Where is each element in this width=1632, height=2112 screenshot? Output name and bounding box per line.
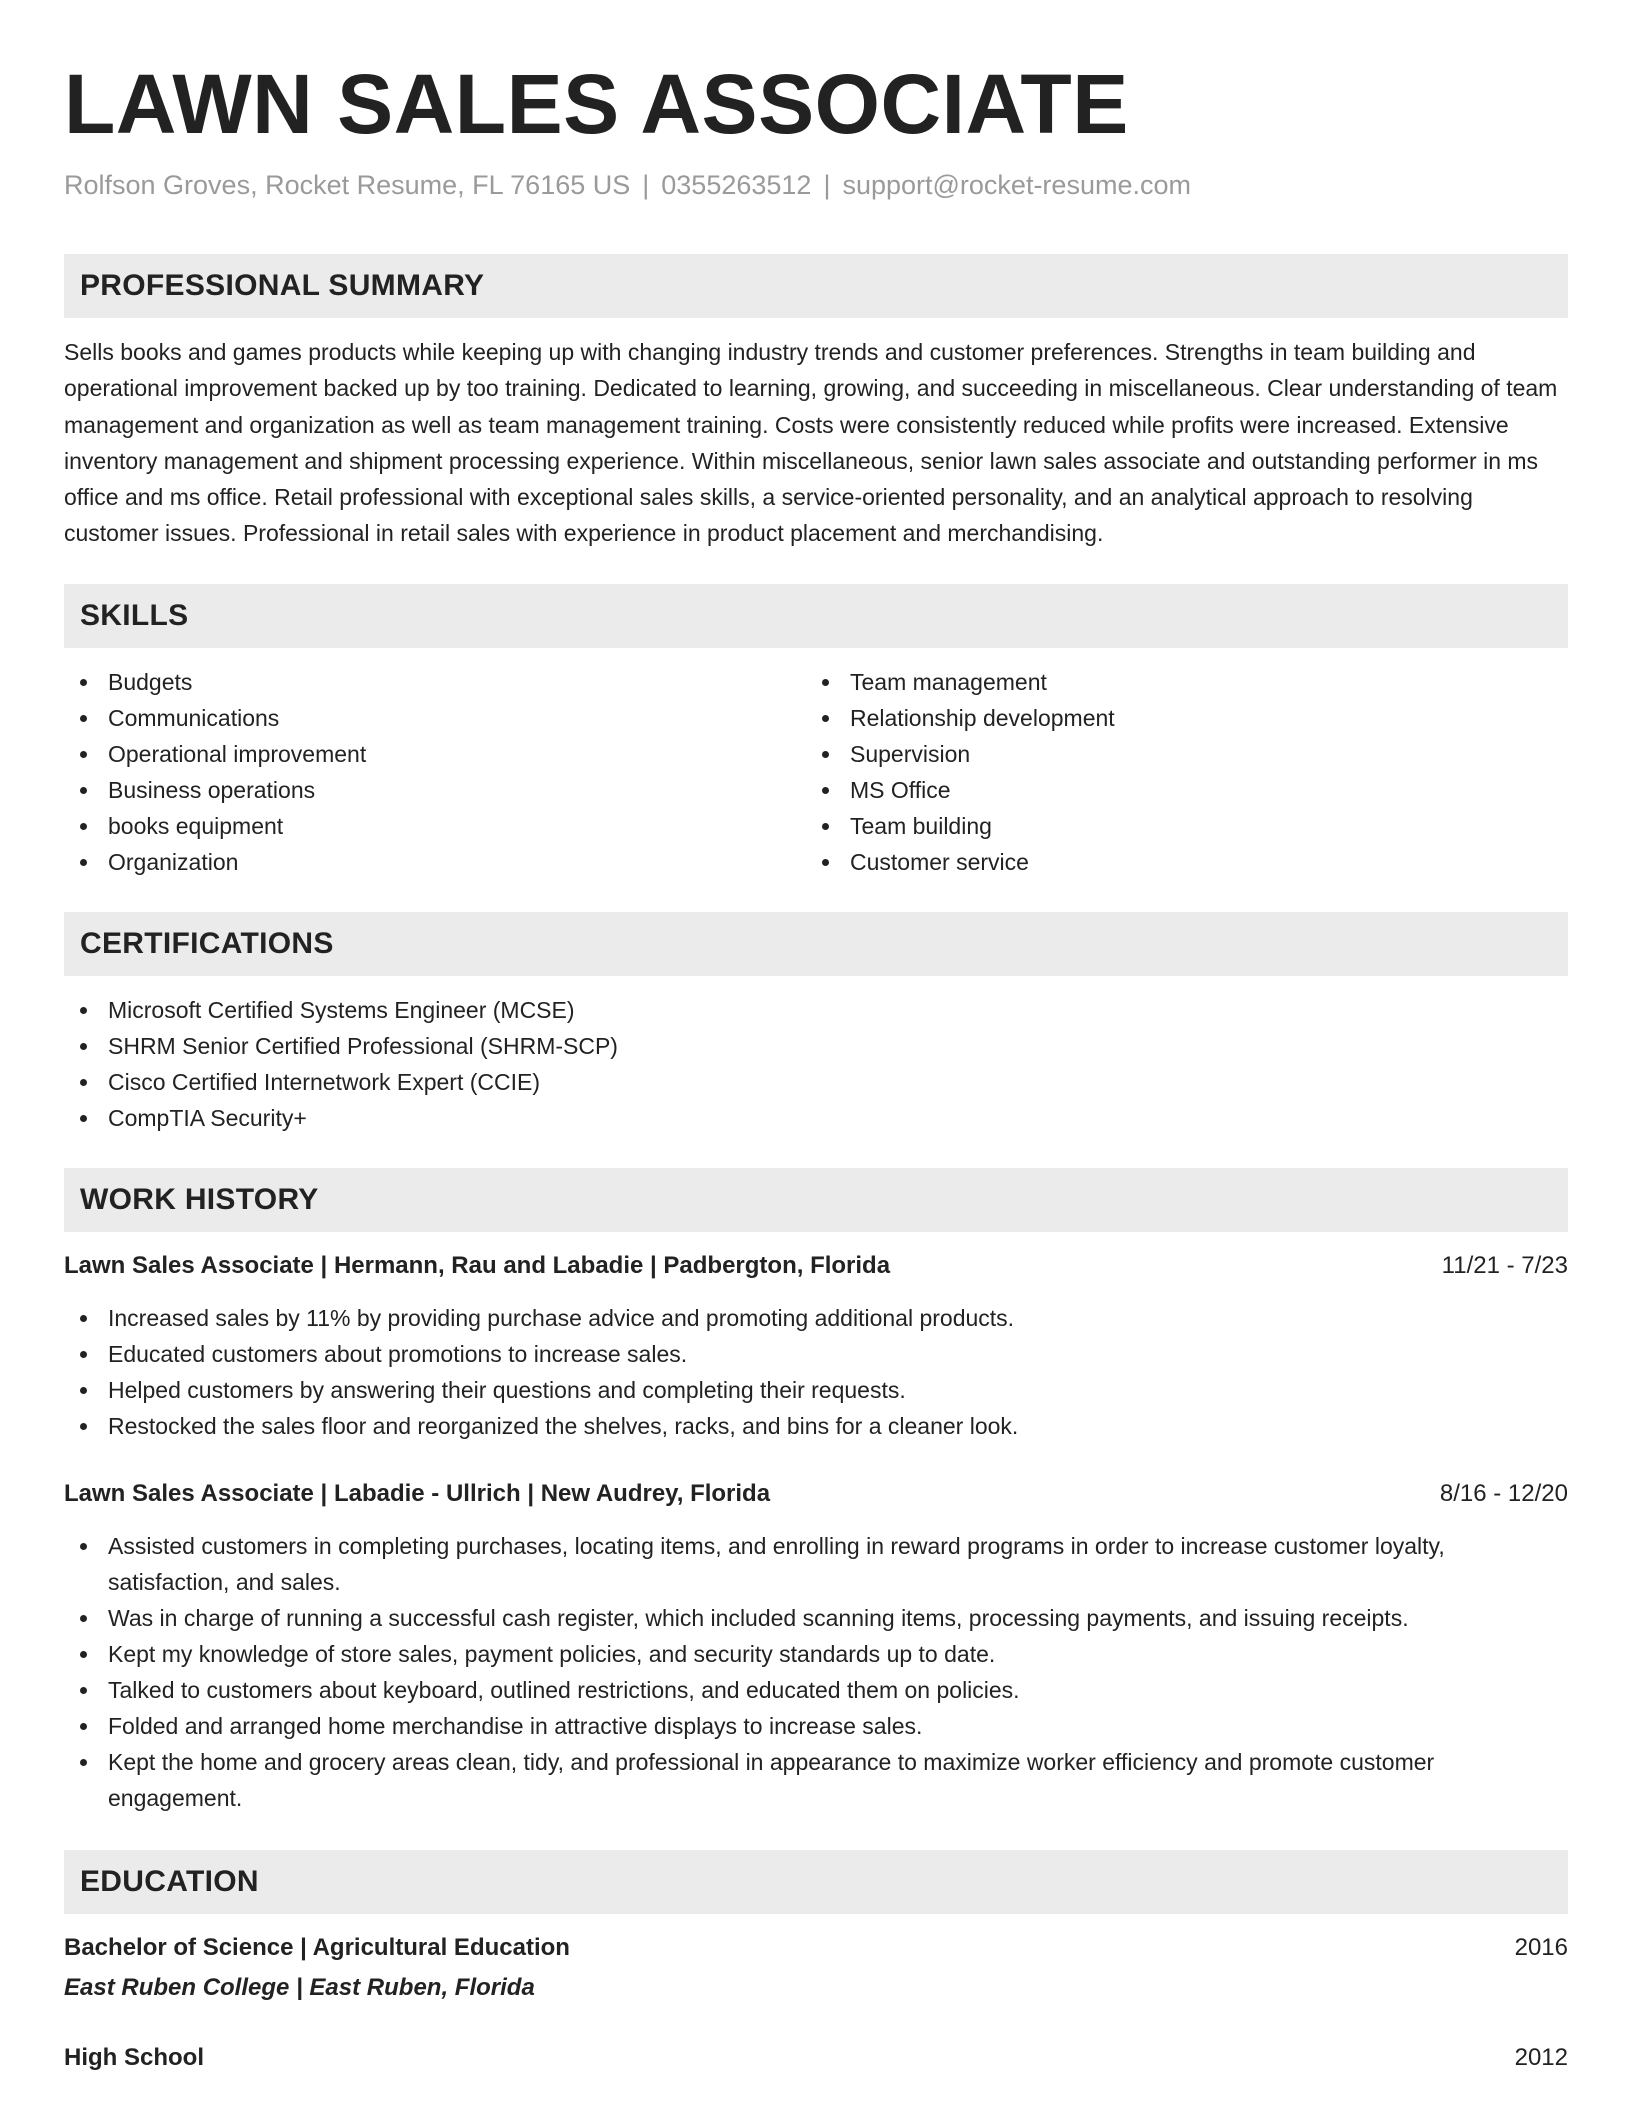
list-item: Communications <box>64 700 806 736</box>
list-item: Relationship development <box>806 700 1568 736</box>
bullet-icon <box>80 1543 87 1550</box>
education-degree: High School <box>64 2043 204 2071</box>
job-bullets <box>64 1300 1568 1444</box>
contact-address: Rolfson Groves, Rocket Resume, FL 76165 US <box>64 170 631 200</box>
list-item: Talked to customers about keyboard, outlined restrictions, and educated them on policies. <box>64 1672 1568 1708</box>
list-item: Assisted customers in completing purchases, locating items, and enrolling in reward programs in order to increase customer loyalty, satisfaction, and sales. <box>64 1528 1568 1600</box>
summary-text: Sells books and games products while keeping up with changing industry trends and customer preferences. Strengths in team building and operational improvement backed up by too training. Dedicated to learning, growing, and succeeding in miscellaneous. Clear understanding of team management and organization as well as team management training. Costs were consistently reduced while profits were increased. Extensive inventory management and shipment processing experience. Within miscellaneous, senior lawn sales associate and outstanding performer in ms office and ms office. Retail professional with exceptional sales skills, a service-oriented personality, and an analytical approach to resolving customer issues. Professional in retail sales with experience in product placement and merchandising. <box>64 339 1558 547</box>
list-item: Increased sales by 11% by providing purchase advice and promoting additional products. <box>64 1300 1568 1336</box>
resume-title: LAWN SALES ASSOCIATE <box>64 57 1129 151</box>
section-header-education: EDUCATION <box>64 1850 1568 1914</box>
job-heading <box>64 1250 1568 1282</box>
section-header-skills: SKILLS <box>64 584 1568 648</box>
contact-phone: 0355263512 <box>661 170 812 200</box>
bullet-icon <box>80 715 87 722</box>
list-item: Kept my knowledge of store sales, payment policies, and security standards up to date. <box>64 1636 1568 1672</box>
bullet-icon <box>80 823 87 830</box>
job-dates: 11/21 - 7/23 <box>1441 1251 1568 1279</box>
bullet-icon <box>80 859 87 866</box>
job-title: Lawn Sales Associate | Hermann, Rau and Labadie | Padbergton, Florida <box>64 1251 891 1279</box>
list-item: books equipment <box>64 808 806 844</box>
list-item: Restocked the sales floor and reorganized the shelves, racks, and bins for a cleaner look. <box>64 1408 1568 1444</box>
bullet-icon <box>822 823 829 830</box>
list-item: Team building <box>806 808 1568 844</box>
contact-separator: | <box>823 170 831 200</box>
bullet-icon <box>80 679 87 686</box>
list-item: Business operations <box>64 772 806 808</box>
job-title: Lawn Sales Associate | Labadie - Ullrich | New Audrey, Florida <box>64 1479 771 1507</box>
bullet-icon <box>80 1651 87 1658</box>
contact-separator: | <box>642 170 650 200</box>
bullet-icon <box>80 1423 87 1430</box>
list-item: Helped customers by answering their questions and completing their requests. <box>64 1372 1568 1408</box>
list-item: Supervision <box>806 736 1568 772</box>
education-school: East Ruben College | East Ruben, Florida <box>64 1973 535 2001</box>
list-item: CompTIA Security+ <box>64 1100 1568 1136</box>
bullet-icon <box>80 1007 87 1014</box>
skills-grid <box>64 664 1568 880</box>
list-item: Microsoft Certified Systems Engineer (MCSE) <box>64 992 1568 1028</box>
bullet-icon <box>80 1115 87 1122</box>
list-item: SHRM Senior Certified Professional (SHRM-SCP) <box>64 1028 1568 1064</box>
bullet-icon <box>822 715 829 722</box>
list-item: Customer service <box>806 844 1568 880</box>
education-year: 2016 <box>1514 1933 1568 1961</box>
contact-line <box>64 168 1568 202</box>
bullet-icon <box>822 751 829 758</box>
section-header-summary: PROFESSIONAL SUMMARY <box>64 254 1568 318</box>
bullet-icon <box>822 679 829 686</box>
list-item: Educated customers about promotions to increase sales. <box>64 1336 1568 1372</box>
contact-email[interactable]: support@rocket-resume.com <box>842 170 1191 200</box>
section-header-work-history: WORK HISTORY <box>64 1168 1568 1232</box>
bullet-icon <box>80 1043 87 1050</box>
bullet-icon <box>80 1687 87 1694</box>
bullet-icon <box>80 1079 87 1086</box>
bullet-icon <box>80 1723 87 1730</box>
certifications-list <box>64 992 1568 1136</box>
education-year: 2012 <box>1514 2043 1568 2071</box>
education-heading <box>64 2042 1568 2074</box>
job-heading <box>64 1478 1568 1510</box>
list-item: Budgets <box>64 664 806 700</box>
education-degree: Bachelor of Science | Agricultural Education <box>64 1933 570 1961</box>
skills-list-right <box>806 664 1568 880</box>
list-item: Folded and arranged home merchandise in attractive displays to increase sales. <box>64 1708 1568 1744</box>
bullet-icon <box>80 1387 87 1394</box>
list-item: Operational improvement <box>64 736 806 772</box>
bullet-icon <box>80 1615 87 1622</box>
list-item: Was in charge of running a successful cash register, which included scanning items, processing payments, and issuing receipts. <box>64 1600 1568 1636</box>
list-item: Organization <box>64 844 806 880</box>
bullet-icon <box>822 787 829 794</box>
section-header-certifications: CERTIFICATIONS <box>64 912 1568 976</box>
education-heading <box>64 1932 1568 1964</box>
list-item: Cisco Certified Internetwork Expert (CCIE) <box>64 1064 1568 1100</box>
list-item: Kept the home and grocery areas clean, tidy, and professional in appearance to maximize worker efficiency and promote customer engagement. <box>64 1744 1568 1816</box>
bullet-icon <box>80 751 87 758</box>
bullet-icon <box>80 787 87 794</box>
list-item: MS Office <box>806 772 1568 808</box>
bullet-icon <box>80 1351 87 1358</box>
bullet-icon <box>80 1759 87 1766</box>
bullet-icon <box>80 1315 87 1322</box>
job-dates: 8/16 - 12/20 <box>1439 1479 1568 1507</box>
skills-list-left <box>64 664 806 880</box>
list-item: Team management <box>806 664 1568 700</box>
job-bullets <box>64 1528 1568 1816</box>
bullet-icon <box>822 859 829 866</box>
